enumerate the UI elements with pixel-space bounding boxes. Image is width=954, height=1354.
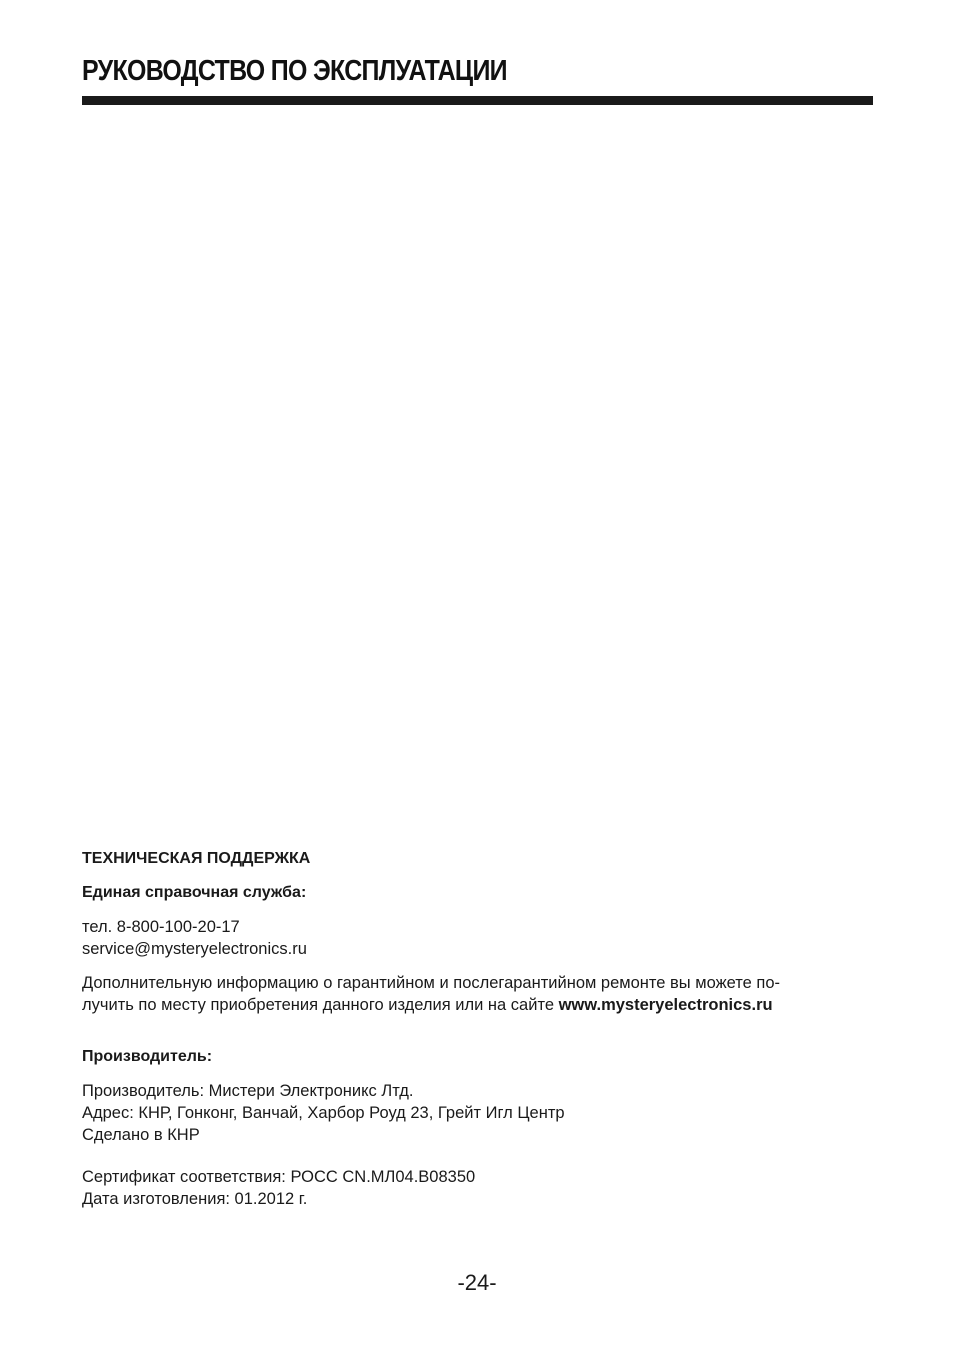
support-heading: ТЕХНИЧЕСКАЯ ПОДДЕРЖКА xyxy=(82,850,311,867)
manufacturer-title: Производитель: xyxy=(82,1048,213,1065)
page-number: -24- xyxy=(457,1270,497,1295)
phone-text: тел. 8-800-100-20-17 xyxy=(82,918,240,936)
info-site-link: www.mysteryelectronics.ru xyxy=(558,996,773,1014)
made-in-text: Сделано в КНР xyxy=(82,1126,200,1144)
service-title: Единая справочная служба: xyxy=(82,884,307,901)
info-line-2-prefix: лучить по месту приобретения данного изделия или на сайте xyxy=(82,996,559,1014)
info-paragraph xyxy=(82,972,882,1016)
email-text: service@mysteryelectronics.ru xyxy=(82,940,307,958)
contacts xyxy=(82,916,882,960)
manufacture-date: Дата изготовления: 01.2012 г. xyxy=(82,1190,308,1208)
manufacturer-address: Адрес: КНР, Гонконг, Ванчай, Харбор Роуд 23, Грейт Игл Центр xyxy=(82,1104,565,1122)
manufacturer-info xyxy=(82,1080,882,1146)
header-rule xyxy=(82,96,873,105)
info-line-2 xyxy=(82,994,882,1016)
page-header xyxy=(82,52,873,105)
certification-info xyxy=(82,1166,882,1210)
page-title: РУКОВОДСТВО ПО ЭКСПЛУАТАЦИИ xyxy=(82,55,507,87)
certificate-text: Сертификат соответствия: РОСС CN.МЛ04.В08350 xyxy=(82,1168,476,1186)
manufacturer-name: Производитель: Мистери Электроникс Лтд. xyxy=(82,1082,414,1100)
support-section xyxy=(82,848,882,1210)
info-line-1: Дополнительную информацию о гарантийном и послегарантийном ремонте вы можете по- xyxy=(82,974,780,992)
